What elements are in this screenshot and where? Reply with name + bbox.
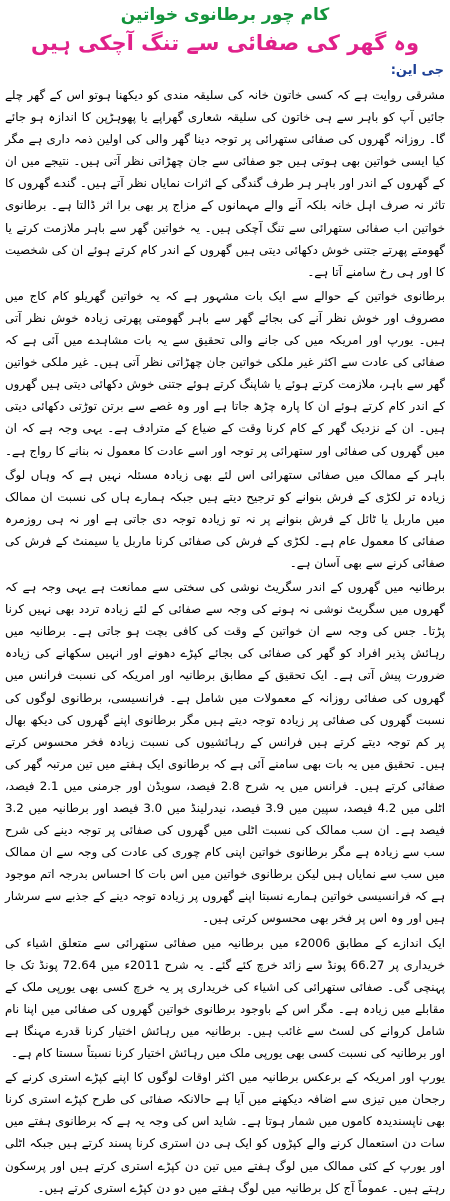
article-kicker: کام چور برطانوی خواتین [120, 5, 330, 25]
article-headline: وہ گھر کی صفائی سے تنگ آچکی ہیں [30, 31, 420, 55]
article-paragraph: برطانیہ میں گھروں کے اندر سگریٹ نوشی کی سختی سے ممانعت ہے یہی وجہ ہے کہ گھروں میں سگریٹ نوشی نہ ہونے کی وجہ سے صفائی کے لئے زیادہ تردد بھی نہیں کرنا پڑتا۔ جس کی وجہ سے ان خواتین کے وقت کی کافی بچت ہو جاتی ہے۔ برطانیہ میں رہائش پذیر افراد کو گھر کی صفائی کی بجائے کپڑے دھونے اور انہیں سکھانے کی زیادہ ضرورت پیش آتی ہے۔ ایک تحقیق کے مطابق برطانیہ اور امریکہ کی نسبت فرانس میں گھروں کی صفائی روزانہ کے معمولات میں شامل ہے۔ فرانسیسی، برطانوی لوگوں کی نسبت گھروں کی صفائی پر زیادہ توجہ دیتے ہیں مگر برطانوی اپنے گھروں کی دیکھ بھال پر کم توجہ دیتے کرتے ہیں فرانس کے رہائشیوں کی نسبت زیادہ فخر محسوس کرتے ہیں۔ تحقیق میں یہ بات بھی سامنے آئی ہے کہ برطانوی ایک ہفتے میں تین مرتبہ گھر کی صفائی کرتے ہیں۔ فرانس میں یہ شرح 2.8 فیصد، سویڈن اور جرمنی میں 2.1 فیصد، اٹلی میں 4.2 فیصد، سپین میں 3.9 فیصد، نیدرلینڈ میں 3.0 فیصد اور برطانیہ میں 3.2 فیصد ہے۔ ان سب ممالک کی نسبت اٹلی میں گھروں کی صفائی پر توجہ دینے کی شرح سب سے زیادہ ہے مگر برطانوی خواتین اپنی کام چوری کی عادت کی وجہ سے ان ممالک میں سب سے نمایاں ہیں لیکن برطانوی خواتین میں اس بات کا احساس بدرجہ اتم موجود ہے کہ فرانسیسی خواتین ہمارے نسبتا اپنے گھروں پر زیادہ توجہ دینے کے جذبے سے سرشار ہیں اور وہ اس پر فخر بھی محسوس کرتی ہیں۔ [5, 580, 445, 926]
article-byline: جی این: [390, 63, 444, 78]
article-paragraph: باہر کے ممالک میں صفائی ستھرائی اس لئے بھی زیادہ مسئلہ نہیں ہے کہ وہاں لوگ زیادہ تر لکڑی کے فرش بنوانے کو ترجیح دیتے ہیں جبکہ ہمارے ہاں کی نسبت ان ممالک میں ماربل یا ٹائل کے فرش بنوانے پر نہ تو زیادہ توجہ دی جاتی ہے اور نہ ہی روزمرہ صفائی کا معمول عام ہے۔ لکڑی کے فرش کی صفائی کرنا ماربل یا سیمنٹ کے فرش کی صفائی کرنے سے بھی آسان ہے۔ [5, 467, 445, 570]
article-paragraph: یورپ اور امریکہ کے برعکس برطانیہ میں اکثر اوقات لوگوں کا اپنے کپڑے استری کرنے کے رجحان میں تیزی سے اضافہ دیکھنے میں آیا ہے حالانکہ صفائی کی طرح کپڑے استری کرنا بھی ناپسندیدہ کاموں میں شمار ہوتا ہے۔ شاید اس کی وجہ یہ ہے کہ برطانوی ہفتے میں سات دن استعمال کرنے والے کپڑوں کو ایک ہی دن استری کرنا پسند کرتے ہیں جبکہ اٹلی اور یورپ کے کئی ممالک میں لوگ ہفتے میں تین دن کپڑے استری کرتے ہیں اور پرسکون رہتے ہیں۔ عموماً آج کل برطانیہ میں لوگ ہفتے میں دو دن کپڑے استری کرتے ہیں۔ [5, 1070, 445, 1195]
article-body [5, 84, 445, 1201]
article-paragraph: ایک اندازے کے مطابق 2006ء میں برطانیہ میں صفائی ستھرائی سے متعلق اشیاء کی خریداری پر 66.27 پونڈ سے زائد خرچ کئے گئے۔ یہ شرح 2011ء میں 72.64 پونڈ تک جا پہنچی گی۔ صفائی ستھرائی کی اشیاء کی خریداری پر یہ خرچ کسی بھی یورپی ملک کے مقابلے میں زیادہ ہے۔ مگر اس کے باوجود برطانوی خواتین گھروں کی صفائی میں اپنا نام شامل کروانے کی لسٹ سے غائب ہیں۔ برطانیہ میں رہائش اختیار کرنا قدرے مہنگا ہے اور برطانیہ کی نسبت کسی بھی یورپی ملک میں رہائش اختیار کرنا نسبتاً سستا کام ہے۔ [5, 935, 446, 1061]
article-paragraph: مشرقی روایت ہے کہ کسی خاتون خانہ کی سلیقہ مندی کو دیکھنا ہوتو اس کے گھر چلے جائیں آپ کو باہر سے ہی خاتون کی سلیقہ شعاری گھراپے یا پھوہڑپن کا اندازہ ہو جائے گا۔ روزانہ گھروں کی صفائی ستھرائی پر توجہ دینا گھر والی کی اولین ذمہ داری ہے مگر کیا ایسی خواتین بھی ہوتی ہیں جو صفائی سے جان چھڑاتی نظر آتی ہیں۔ نتیجے میں ان کے گھروں کے اندر اور باہر ہر طرف گندگی کے اثرات نمایاں نظر آتے ہیں۔ گندے گھروں کا تاثر نہ صرف اہل خانہ بلکہ آنے والے مہمانوں کے مزاج پر بھی برا اثر ڈالتا ہے۔ برطانوی خواتین اب صفائی ستھرائی سے تنگ آچکی ہیں۔ یہ خواتین گھر سے باہر ملازمت کرتے یا گھومتے پھرتے جتنی خوش دکھائی دیتی ہیں گھروں کے اندر کام کرتے ہوئے ان کی شخصیت کا اور ہی رخ سامنے آتا ہے۔ [5, 88, 445, 279]
article-paragraph: برطانوی خواتین کے حوالے سے ایک بات مشہور ہے کہ یہ خواتین گھریلو کام کاج میں مصروف اور خوش نظر آنے کی بجائے گھر سے باہر گھومتی پھرتی زیادہ خوش نظر آتی ہیں۔ یورپ اور امریکہ میں کی جانے والی تحقیق سے یہ بات مشاہدے میں آئی ہے کہ صفائی کی عادت سے اکثر غیر ملکی خواتین جان چھڑاتی نظر آتی ہیں۔ غیر ملکی خواتین گھر سے باہر، ملازمت کرتے ہوئے یا شاپنگ کرتے ہوئے جتنی خوش دکھائی دیتی ہیں گھروں کے اندر کام کرتے ہوئے ان کا پارہ چڑھ جاتا ہے اور وہ غصے سے برتن توڑتی دکھائی دیتی ہیں۔ ان کے نزدیک گھر کے کام کرنا وقت کے ضیاع کے مترادف ہے۔ یہی وجہ ہے کہ ان میں گھروں کی صفائی اور ستھرائی پر توجہ اور اسے عادت کا معمول نہ بنانے کا رواج ہے۔ [4, 288, 445, 458]
